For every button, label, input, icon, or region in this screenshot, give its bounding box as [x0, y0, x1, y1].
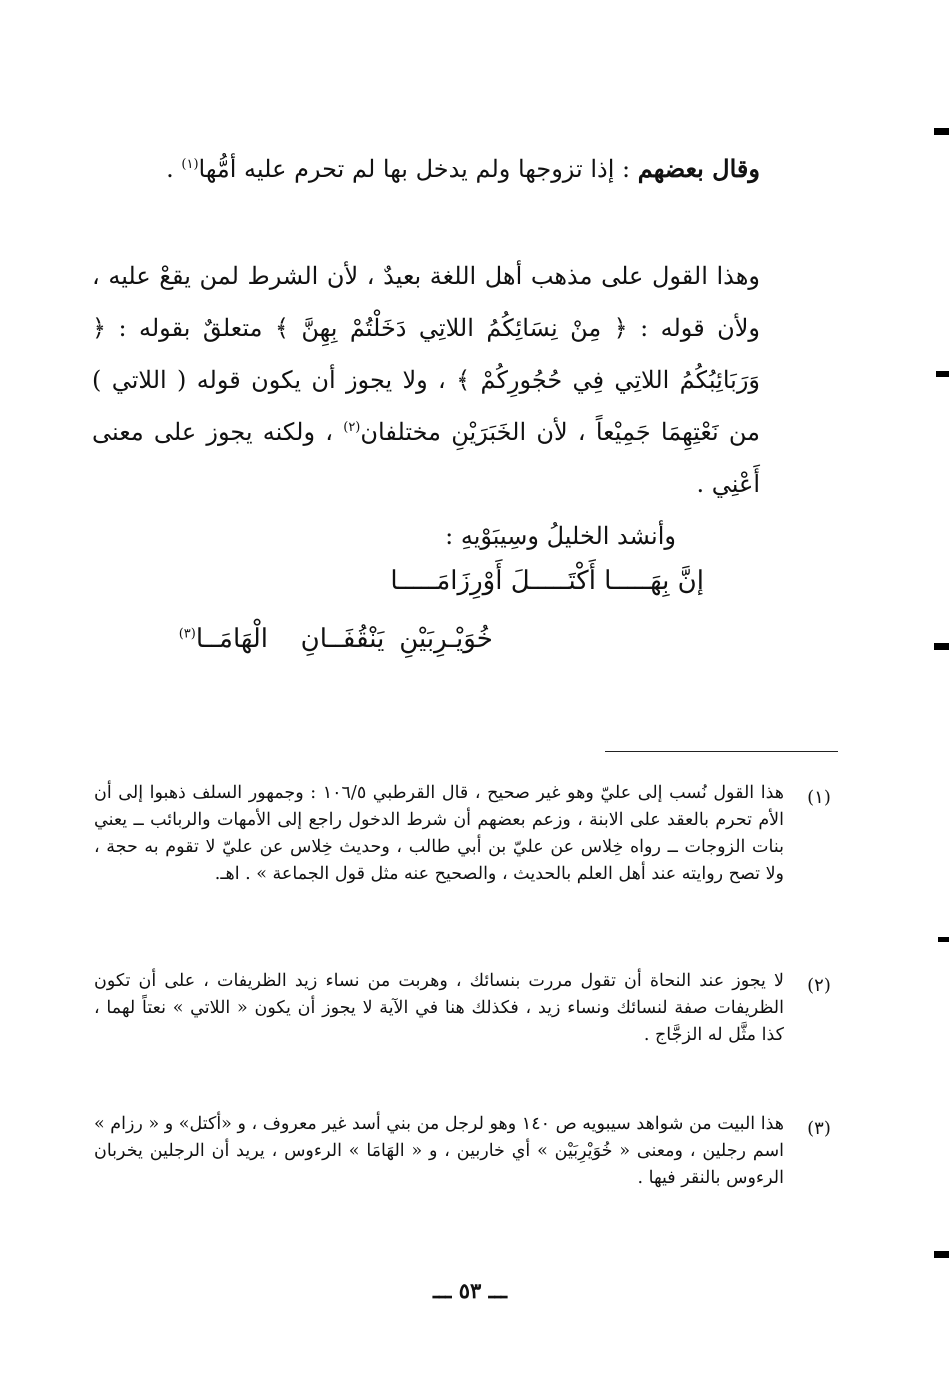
footnote-2-text: لا يجوز عند النحاة أن تقول مررت بنسائك ، وهربت من نساء زيد الظريفات ، على أن تكون الظريفات صفة لنسائك ونساء زيد ، فكذلك هنا في الآية لا يجوز أن يكون « اللاتي » نعتاً لهما ، كذا مثَّل له الزجَّاج . [94, 971, 784, 1045]
verse-line-1: إنَّ بِهَـــــا أَكْتَـــــلَ أَوْرِزَامَـــــا [390, 566, 704, 596]
footnote-1-number: (١) [807, 787, 831, 808]
scan-edge-mark [936, 371, 949, 377]
paragraph-1-end: . [166, 155, 182, 183]
footnote-ref-2: (٢) [343, 420, 361, 435]
scan-edge-mark [934, 128, 949, 135]
verse-last-word: الْهَامَــا [195, 624, 268, 654]
paragraph-1 [92, 146, 760, 192]
paragraph-2-tail: ، ولكنه يجوز على معنى أَعْنِي . [92, 418, 760, 498]
verse-line-2-part-2: يَنْقُفَــانِ [300, 624, 385, 654]
footnote-3-number: (٣) [807, 1118, 831, 1139]
footnote-separator [605, 751, 838, 752]
footnote-3-text: هذا البيت من شواهد سيبويه ص ١٤٠ وهو لرجل من بني أسد غير معروف ، و «أكتل» و « رزام » اسم رجلين ، ومعنى « خُوَيْرِبَيْن » أي خاربين ، و « الهَامَا » الرءوس ، يريد أن الرجلين يخربان الرءوس بالنقر فيها . [94, 1114, 784, 1188]
verse-line-2-part-1: خُوَيْـرِبَيْنِ [399, 624, 493, 654]
footnote-ref-1: (١) [181, 157, 199, 172]
verse-line-2-part-3 [142, 624, 268, 654]
paragraph-1-text: : إذا تزوجها ولم يدخل بها لم تحرم عليه أمُّها [198, 155, 631, 183]
scan-edge-mark [934, 1251, 949, 1258]
footnote-2-number: (٢) [807, 975, 831, 996]
paragraph-2 [92, 250, 760, 510]
footnote-ref-3: (٣) [178, 626, 196, 642]
paragraph-1-lead: وقال بعضهم [637, 154, 760, 183]
verse-intro: وأنشد الخليلُ وسِيبَوْيهِ : [445, 522, 676, 550]
footnote-1-text: هذا القول نُسب إلى عليّ وهو غير صحيح ، قال القرطبي ١٠٦/٥ : وجمهور السلف ذهبوا إلى أن الأم تحرم بالعقد على الابنة ، وزعم بعضهم أن شرط الدخول راجع إلى الأمهات والربائب ــ يعني بنات الزوجات ــ رواه خِلاس عن عليّ بن أبي طالب ، وحديث خِلاس عن عليّ لا تقوم به حجة ، ولا تصح روايته عند أهل العلم بالحديث ، والصحيح عنه مثل قول الجماعة » . اهـ. [94, 783, 784, 884]
scan-edge-mark [938, 937, 949, 942]
scan-edge-mark [934, 643, 949, 650]
paragraph-2-text: وهذا القول على مذهب أهل اللغة بعيدٌ ، لأن الشرط لمن يقعْ عليه ، ولأن قوله : ﴿ مِنْ نِسَائِكُمُ اللاتِي دَخَلْتُمْ بِهِنَّ ﴾ متعلقٌ بقوله : ﴿ وَرَبَائِبُكُمُ اللاتِي فِي حُجُورِكُمْ ﴾ ، ولا يجوز أن يكون قوله ( اللاتي ) من نَعْتِهِمَا جَمِيْعاً ، لأن الخَبَرَيْنِ مختلفان [92, 262, 760, 446]
page-number: ـــ ٥٣ ـــ [432, 1278, 508, 1303]
